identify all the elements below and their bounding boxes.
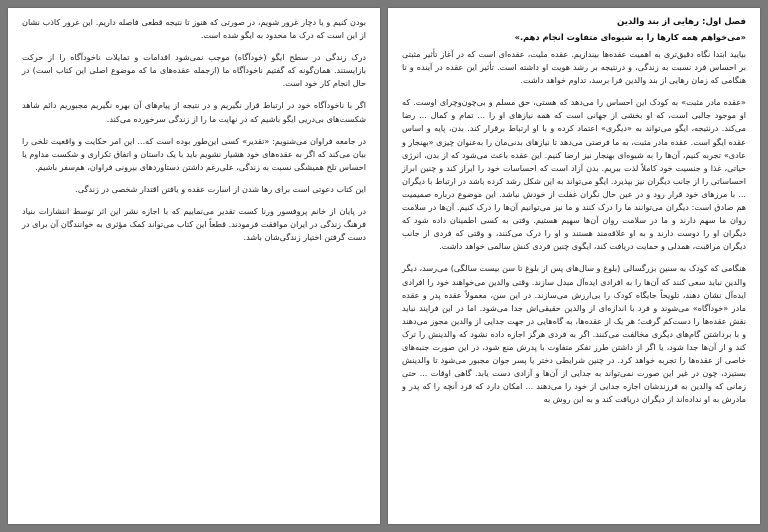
- chapter-heading: فصل اول: رهایی از بند والدین: [617, 17, 746, 27]
- paragraph: اگر با ناخودآگاه خود در ارتباط قرار نگیریم و در نتیجه از پیام‌های آن بهره نگیریم مجبوریم دائم شاهد شکست‌های بی‌دریی ایگو باشیم که در نهایت ما را از زندگی سرخورده می‌کند.: [22, 100, 366, 124]
- paragraph: بودن کنیم و یا دچار غرور شویم، در صورتی که هنوز تا نتیجه قطعی فاصله داریم. این غرور کاذب نشان از این است که درک ما محدود به ایگو شده است.: [22, 17, 366, 41]
- paragraph: بیایید ابتدا نگاه دقیق‌تری به اهمیت عقده‌ها بیندازیم. عقده ملیت، عقده‌ای است که در آغاز تأثیر مثبتی بر احساس فرد نسبت به زندگی، و درنتیجه بر رشد هویت او داشته است. تأثیر این عقده در آینده و تا هنگامی که زمان رهایی از بند والدین فرا برسد، تداوم خواهد داشت.: [402, 49, 746, 86]
- chapter-subtitle: «می‌خواهم همه کارها را به شیوه‌ای متفاوت انجام دهم.»: [514, 32, 746, 42]
- right-page-content: [402, 16, 746, 516]
- paragraph: درک زندگی در سطح ایگو (خودآگاه) موجب نمی‌شود اقدامات و تمایلات ناخودآگاه را از حرکت بازایستند. همان‌گونه که گفتیم ناخودآگاه ما (ازجمله عقده‌های ما که موضوع اصلی این کتاب است) در حال انجام کار خود است.: [22, 52, 366, 89]
- left-page: [8, 8, 380, 524]
- paragraph: در پایان از خانم پروفسور ورنا کست تقدیر می‌نماییم که با اجازه نشر این اثر توسط انتشارات بنیاد فرهنگ زندگی در ایران موافقت فرمودند. قطعاً این کتاب می‌تواند کمک مؤثری به خوانندگان آن برای در دست گرفتن اختیار زندگی‌شان باشد.: [22, 206, 366, 243]
- paragraph: این کتاب دعوتی است برای رها شدن از اسارت عقده و یافتن اقتدار شخصی در زندگی.: [75, 183, 366, 194]
- paragraph: «عقده مادر مثبت» به کودک این احساس را می‌دهد که هستی، حق مسلم و بی‌چون‌وچرای اوست. که او موجود جالبی است، که او بخشی از جهانی است که همه نیازهای او را ... تمام و کمال ... رضا می‌کند. درنتیجه، ایگو می‌تواند به «دیگری» اعتماد کرده و با او ارتباط برقرار کند. بدن، پایه و اساس عقده ایگو است. عقده مادر مثبت، به ما فرصتی می‌دهد تا نیازهای بدنی‌مان را به‌عنوان چیزی «بهنجار و عادی» تجربه کنیم، آن‌ها را به شیوه‌ای بهنجار نیز ارضا کنیم. این عقده باعث می‌شود که از بدن، انرژی حیاتی، غذا و جنسیت خود کاملاً لذت ببریم. بدن آزاد است که احساسات خود را ابراز کند و چنین ابراز احساساتی را از جانب دیگران نیز بپذیرد. ایگو می‌تواند به این شکل رشد کرده باشد در ارتباط با دیگران ... با مرزهای خود قرار رود و در عین حال نگران غفلت از خودش نباشد. این موضوع درباره صمیمیت هم صادق است: دیگران می‌توانند ما را درک کنند و ما نیز می‌توانیم آن‌ها را درک کنیم. آن‌ها در سلامت روان ما سهم دارند و ما در سلامت روان آن‌ها سهیم هستیم. وقتی به کسی اطمینان داده شود که دیگران او را دوست دارند و به او علاقه‌مند هستند و او را درک می‌کنند، و وقتی که فردی از جانب دیگران مراقبت، همدلی و حمایت دریافت کند، ایگوی چنین فردی کنش سالمی خواهد داشت.: [402, 97, 746, 252]
- left-page-content: [22, 16, 366, 516]
- right-page: [388, 8, 760, 524]
- paragraph: در جامعه فراوان می‌شنویم: «تقدیر» کسی این‌طور بوده است که... این امر حکایت و واقعیت تلخی را بیان می‌کند که اگر به عقده‌های خود هشیار نشویم باید با یک داستان و اتفاق تکراری و شکست مداوم یا احساس تلخ همیشگی نسبت به زندگی، علی‌رغم داشتن دستاوردهای بیرونی فراوان، هم‌سفر باشیم.: [22, 135, 366, 172]
- paragraph: هنگامی که کودک به سنین بزرگسالی (بلوغ و سال‌های پس از بلوغ تا سن بیست سالگی) می‌رسد، دیگر والدین نباید سعی کنند که آن‌ها را به افرادی ایده‌آل مبدل سازند. وقتی والدین می‌خواهند خود را افرادی ایده‌آل نشان دهند، تلویحاً جایگاه کودک را بی‌ارزش می‌سازند. در این سن، معمولاً عقده پدر و عقده مادر «خودآگاه» می‌شوند و فرد با اندازه‌ای از والدین حقیقی‌اش جدا می‌شود. اما در این فرایند نباید نقش عقده‌ها را دست‌کم گرفت؛ هر یک از عقده‌ها، به گاه‌هایی در جهت جدایی از والدین مجوز می‌دهند و با برداشتن گام‌های دیگری مخالفت می‌کنند. اگر به فردی هرگز اجازه داده نشود که والدینش را ترک کند و از آن‌ها جدا شود، یا اگر از داشتن طرز تفکر متفاوت با پدرش منع شود، در این صورت جنبه‌های خاصی از عقده‌ها را تجربه خواهد کرد. در چنین شرایطی دختر یا پسر جوان مجبور می‌شود تا والدینش بستیزد، چون در غیر این صورت نمی‌تواند به جدایی از آن‌ها و آزادی دست یابد. گاهی اوقات ... حتی زمانی که والدین به فرزندشان اجازه جدایی از خود را می‌دهند ... امکان دارد که فرد آنچه را که پدر و مادرش به او نداده‌اند از دیگران دریافت کند و به این روش به: [402, 263, 746, 405]
